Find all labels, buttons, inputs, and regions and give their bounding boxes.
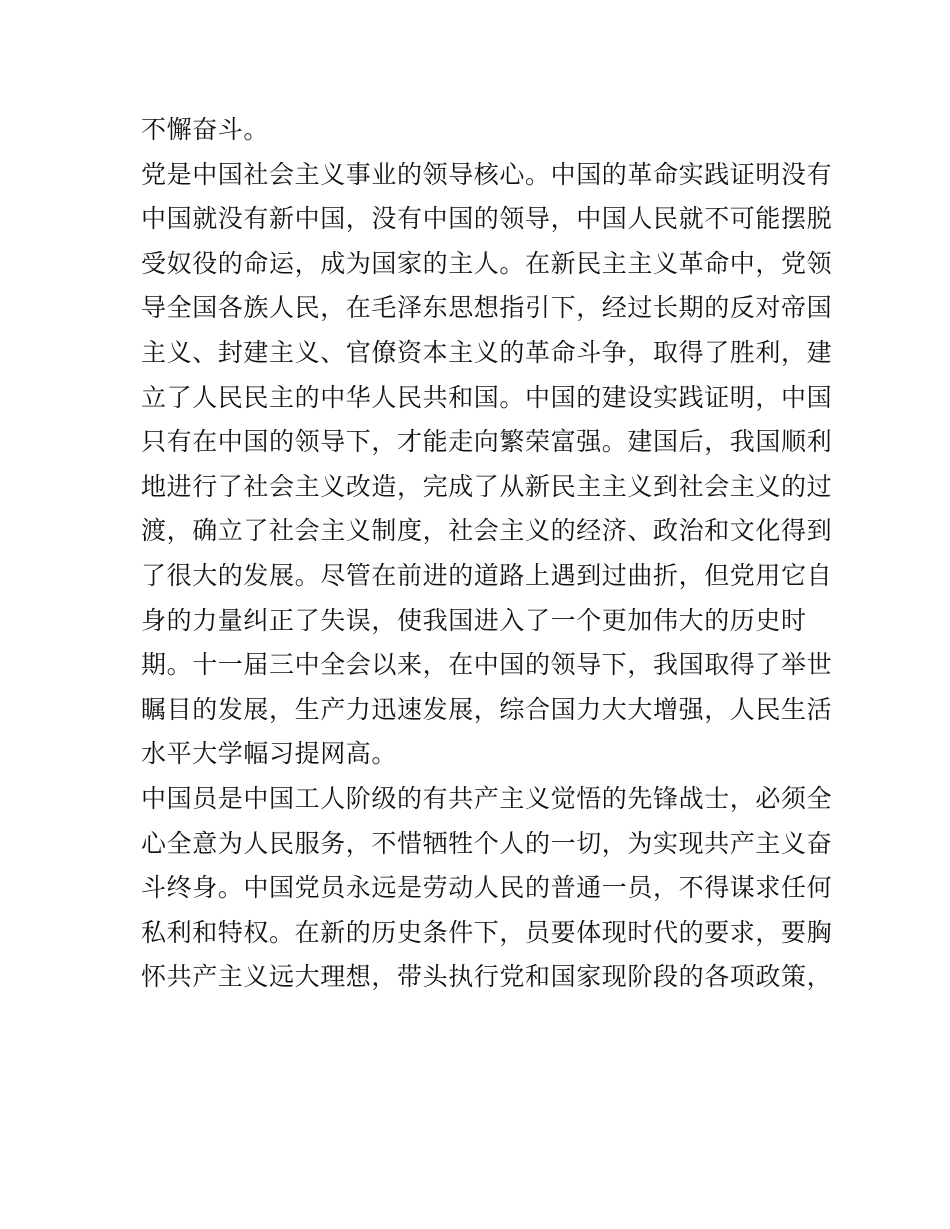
text-line: 地进行了社会主义改造，完成了从新民主主义到社会主义的过 <box>141 471 833 501</box>
text-line: 受奴役的命运，成为国家的主人。在新民主主义革命中，党领 <box>141 248 833 278</box>
text-line: 主义、封建主义、官僚资本主义的革命斗争，取得了胜利，建 <box>141 337 833 367</box>
text-line: 了很大的发展。尽管在前进的道路上遇到过曲折，但党用它自 <box>141 560 833 590</box>
text-line: 瞩目的发展，生产力迅速发展，综合国力大大增强，人民生活 <box>141 694 833 724</box>
text-line: 水平大学幅习提网高。 <box>141 739 398 769</box>
text-line: 不懈奋斗。 <box>141 115 270 144</box>
body-text <box>141 108 833 1000</box>
text-line: 心全意为人民服务，不惜牺牲个人的一切，为实现共产主义奋 <box>141 828 833 858</box>
text-line: 身的力量纠正了失误，使我国进入了一个更加伟大的历史时 <box>141 605 807 635</box>
text-line: 导全国各族人民，在毛泽东思想指引下，经过长期的反对帝国 <box>141 293 833 323</box>
text-line: 怀共产主义远大理想，带头执行党和国家现阶段的各项政策， <box>141 962 833 992</box>
text-line: 期。十一届三中全会以来，在中国的领导下，我国取得了举世 <box>141 650 833 680</box>
text-line: 立了人民民主的中华人民共和国。中国的建设实践证明，中国 <box>141 382 833 412</box>
text-line: 党是中国社会主义事业的领导核心。中国的革命实践证明没有 <box>141 159 833 189</box>
text-line: 只有在中国的领导下，才能走向繁荣富强。建国后，我国顺利 <box>141 427 833 457</box>
text-line: 渡，确立了社会主义制度，社会主义的经济、政治和文化得到 <box>141 516 833 546</box>
text-line: 私利和特权。在新的历史条件下，员要体现时代的要求，要胸 <box>141 917 833 947</box>
text-line: 中国员是中国工人阶级的有共产主义觉悟的先锋战士，必须全 <box>141 783 833 813</box>
text-line: 斗终身。中国党员永远是劳动人民的普通一员，不得谋求任何 <box>141 873 833 903</box>
text-line: 中国就没有新中国，没有中国的领导，中国人民就不可能摆脱 <box>141 204 833 234</box>
